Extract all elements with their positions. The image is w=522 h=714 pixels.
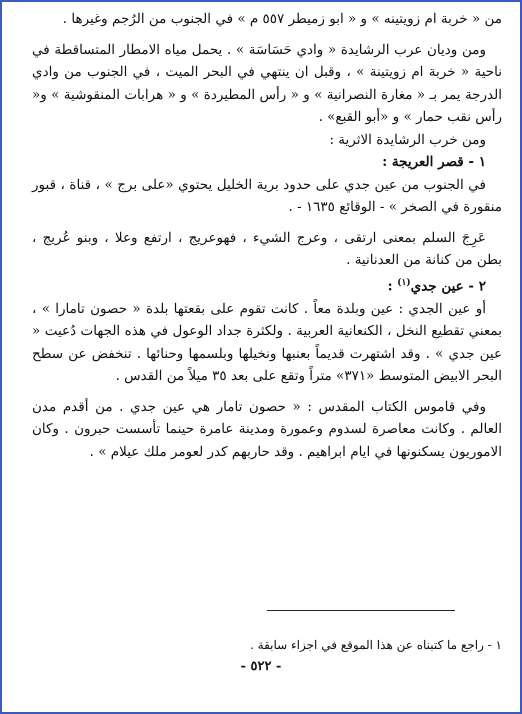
footnote-reference: (١)	[397, 277, 411, 288]
page-number: - ٥٢٢ -	[240, 659, 282, 674]
section-heading-2	[32, 272, 502, 298]
section-heading-2-text: ٢ - عين جدي	[410, 278, 486, 294]
paragraph-6: أو عين الجدي : عين وبلدة معاً . كانت تقوم على بقعتها بلدة « حصون تامارا » ، بمعني تقطيع النخل ، الكنعانية العربية . ولكثرة جداد الوعول في هذه الجهات دُعيت « عين جدي » . وقد اشتهرت قديماً بعنبها ونخيلها وبلسمها وحنائها . تنخفض عن سطح البحر الابيض المتوسط «٣٧١» متراً وتقع على بعد ٣٥ ميلاً من القدس .	[32, 300, 502, 384]
section-heading-2-colon: :	[387, 278, 398, 294]
section-heading-1: ١ - قصر العريجة :	[382, 154, 486, 170]
page-body	[32, 8, 502, 463]
paragraph-1: من « خربة ام زويتينه » و « ابو زميطر ٥٥٧ م » في الجنوب من الرُجم وغيرها .	[62, 11, 502, 27]
paragraph-7: وفي قاموس الكتاب المقدس : « حصون تامار هي عين جدي . من أقدم مدن العالم . وكانت معاصرة لسدوم وعمورة ومدينة عامرة حينما تأسست حبرون . وكان الاموريون يسكنونها في ايام ابراهيم . وقد حاربهم كدر لعومر ملك عيلام » .	[32, 398, 502, 460]
footnote-divider	[267, 610, 455, 611]
paragraph-5: عَرِجَ السلم بمعنى ارتقى ، وعرج الشيء ، فهوعريج ، ارتفع وعلا ، وبنو عُريج ، بطن من كنانة من العدنانية .	[32, 229, 502, 268]
paragraph-3: ومن خرب الرشايدة الاثرية :	[329, 131, 486, 148]
paragraph-2: ومن وديان عرب الرشايدة « وادي حَسَاسَة » . يحمل مياه الامطار المتساقطة في ناحية « خربة ام زويتينة » ، وقبل ان ينتهي في البحر الميت ، في الجنوب من وادي الدرجة يمر بـ « مغارة النصرانية » و « رأس المطيردة » و « هرابات المنقوشية » و« رأس نقب حمار » و «أبو القبع» .	[32, 41, 502, 125]
paragraph-4: في الجنوب من عين جدي على حدود برية الخليل يحتوي «على برج » ، قناة ، قبور منقورة في الصخر » - الوقائع ١٦٣٥ - .	[32, 176, 502, 215]
footnote: ١ - راجع ما كتبناه عن هذا الموقع في اجزاء سابقة .	[250, 638, 502, 652]
